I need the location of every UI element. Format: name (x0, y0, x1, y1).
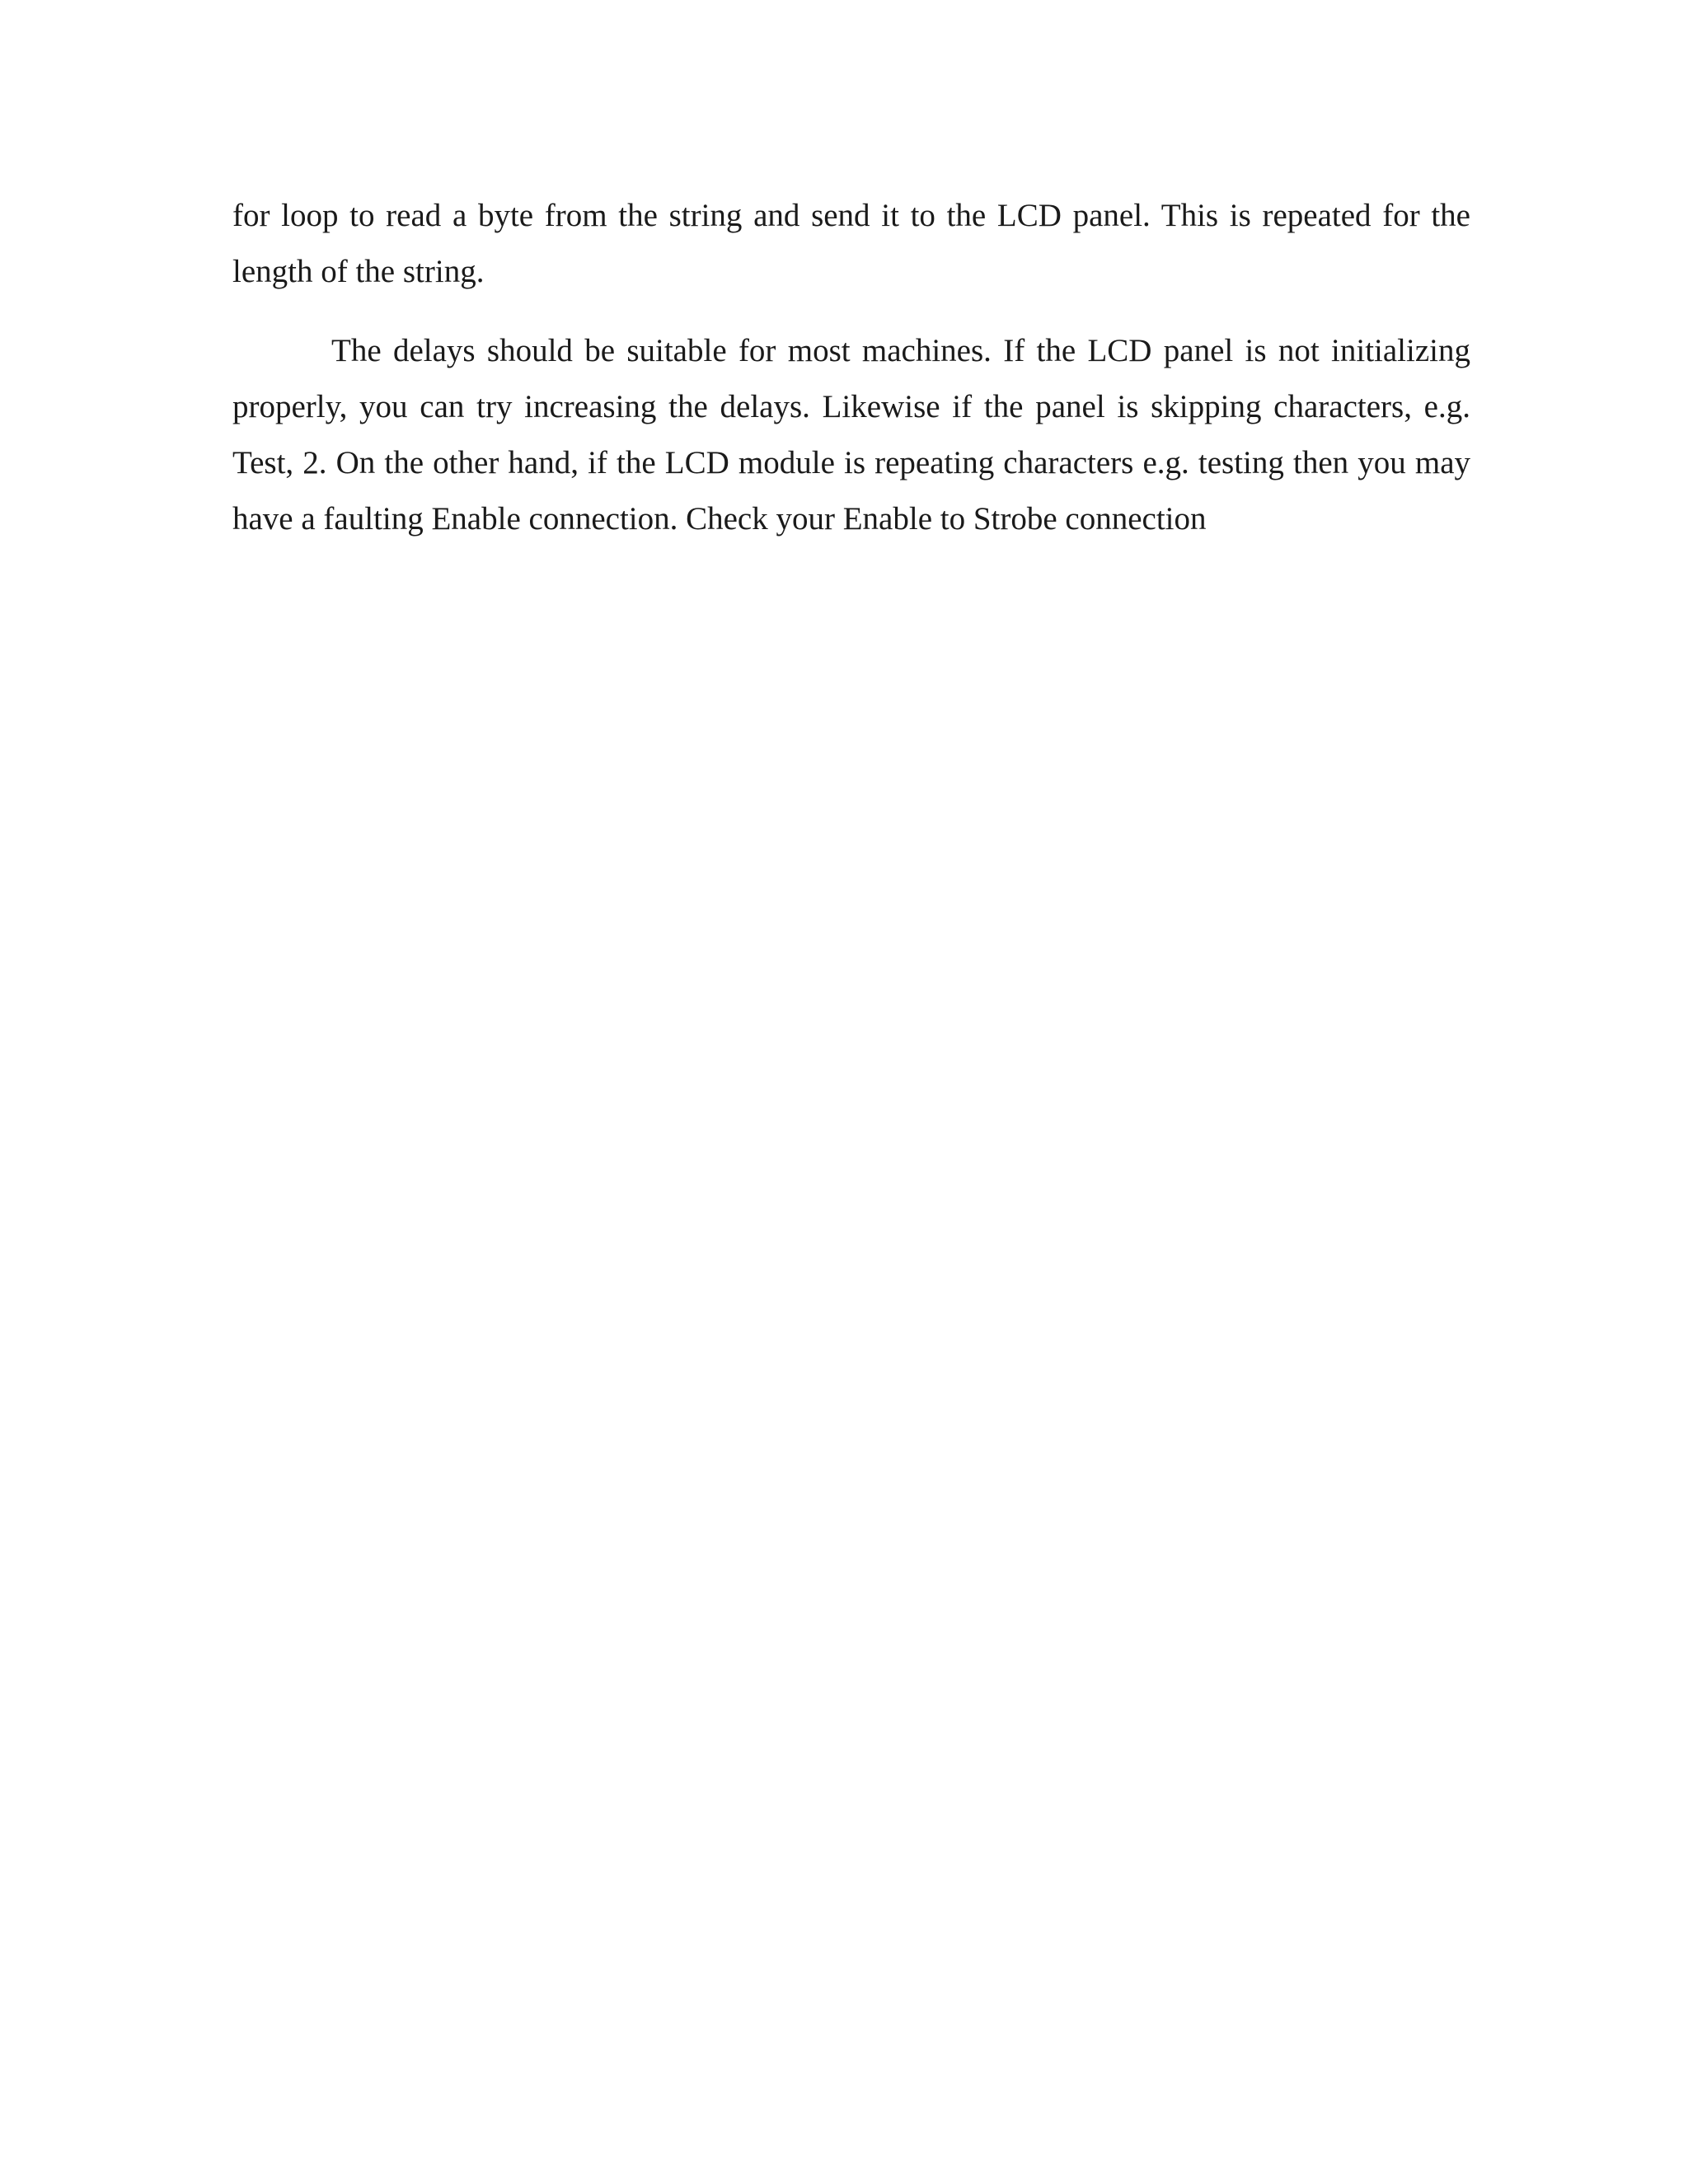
body-text (232, 188, 1470, 547)
paragraph-1: for loop to read a byte from the string and send it to the LCD panel. This is repeated for the length of the string. (232, 198, 1470, 289)
paragraph-2: The delays should be suitable for most machines. If the LCD panel is not initializing properly, you can try increasing the delays. Likewise if the panel is skipping characters, e.g. Test, 2. On the other hand, if the LCD module is repeating characters e.g. testing then you may have a faulting Enable connection. Check your Enable to Strobe connection (232, 333, 1470, 537)
